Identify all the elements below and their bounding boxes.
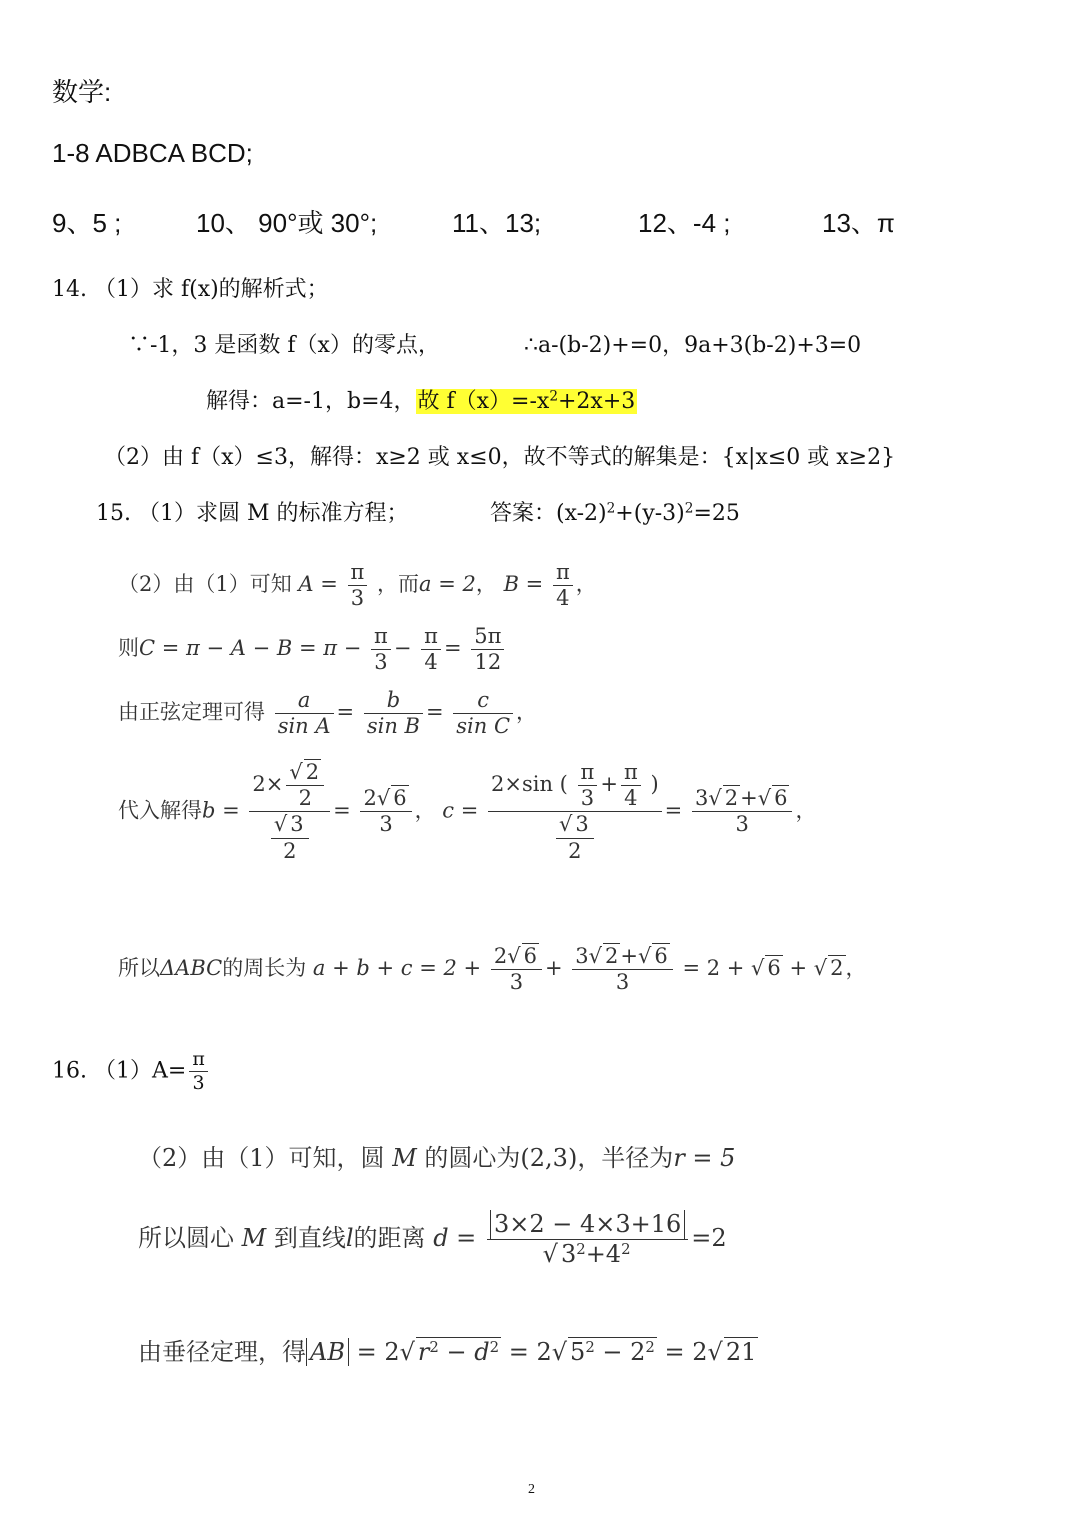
page-number: 2 — [528, 1482, 535, 1497]
answer-q10: 10、 90°或 30°; — [196, 208, 378, 238]
q15-p2-line4: 代入解得b = 2× $\frac{√ 2}{2}$ $\frac{√ 3}{2}$ = $\frac{2√ 6}{3}$ ， c = 2×sin ( $\frac{\pi}{3}$ + $\frac{\pi}{4}$ ) $\frac{√ 3}{2}$ = $\frac{3√ 2+√ 6}{3}$ ， — [118, 760, 817, 863]
section-heading: 数学: — [52, 77, 112, 107]
answer-q9: 9、5 ; — [52, 208, 122, 238]
q15-p2-line3: 由正弦定理可得 $\frac{a}{\text{sin A}}$ = $\frac{b}{\text{sin B}}$ = $\frac{c}{\text{sin C}}$ ， — [118, 688, 538, 739]
q14-line1b: ∴a-(b-2)+=0，9a+3(b-2)+3=0 — [524, 333, 862, 358]
q15-part1: 15. （1）求圆 M 的标准方程； — [96, 501, 409, 526]
answer-q12: 12、-4 ; — [638, 208, 731, 238]
answers-mc: 1-8 ADBCA BCD; — [52, 138, 253, 168]
q15-answer: 答案：$(x-2)^2+(y-3)^2=25$ — [490, 500, 740, 526]
q15-p2-line1: （2）由（1）可知 A = $\frac{\pi}{3}$ ，而a = 2， B = $\frac{\pi}{4}$ ， — [118, 560, 597, 611]
q14-line2 — [206, 384, 637, 415]
q14-result-highlight: 故 $f(x)=-x^2+2x+3$ — [417, 388, 636, 414]
q15-p2-line2: 则C = π − A − B = π − $\frac{\pi}{3}$ − $\frac{\pi}{4}$ = $\frac{5\pi}{12}$ — [118, 624, 507, 675]
q16-part1: 16. （1）A= $\frac{\pi}{3}$ — [52, 1048, 211, 1095]
q16-p2-line1: （2）由（1）可知，圆 M 的圆心为(2,3)，半径为r = 5 — [138, 1144, 736, 1172]
q14-solve: 解得：a=-1，b=4， — [206, 389, 416, 414]
q14-line1a: ∵-1，3 是函数 f（x）的零点， — [128, 333, 440, 358]
q14-part2: （2）由 f（x）≤3，解得：x≥2 或 x≤0，故不等式的解集是：{x|x≤0 或 x≥2} — [104, 445, 896, 470]
q15-p2-line5: 所以ΔABC的周长为 a + b + c = 2 + $\frac{2√ 6}{3}$ + $\frac{3√ 2+√ 6}{3}$ = 2 + √ 6 + √ 2， — [118, 944, 867, 995]
q16-p2-line2: 所以圆心 M 到直线l的距离 d = $\frac{3\times 2 - 4\times 3+16}{√ 3^2+4^2}$ =2 — [138, 1210, 727, 1268]
answer-q13: 13、π — [822, 208, 895, 238]
answer-q11: 11、13; — [452, 208, 542, 238]
q14-part1: 14. （1）求 f(x)的解析式； — [52, 277, 329, 302]
q16-p2-line3: 由垂径定理，得 AB = 2√ $r^2 - d^2 = 2√$ $5^2 - 2^2 = 2√$ 21 — [138, 1337, 757, 1366]
